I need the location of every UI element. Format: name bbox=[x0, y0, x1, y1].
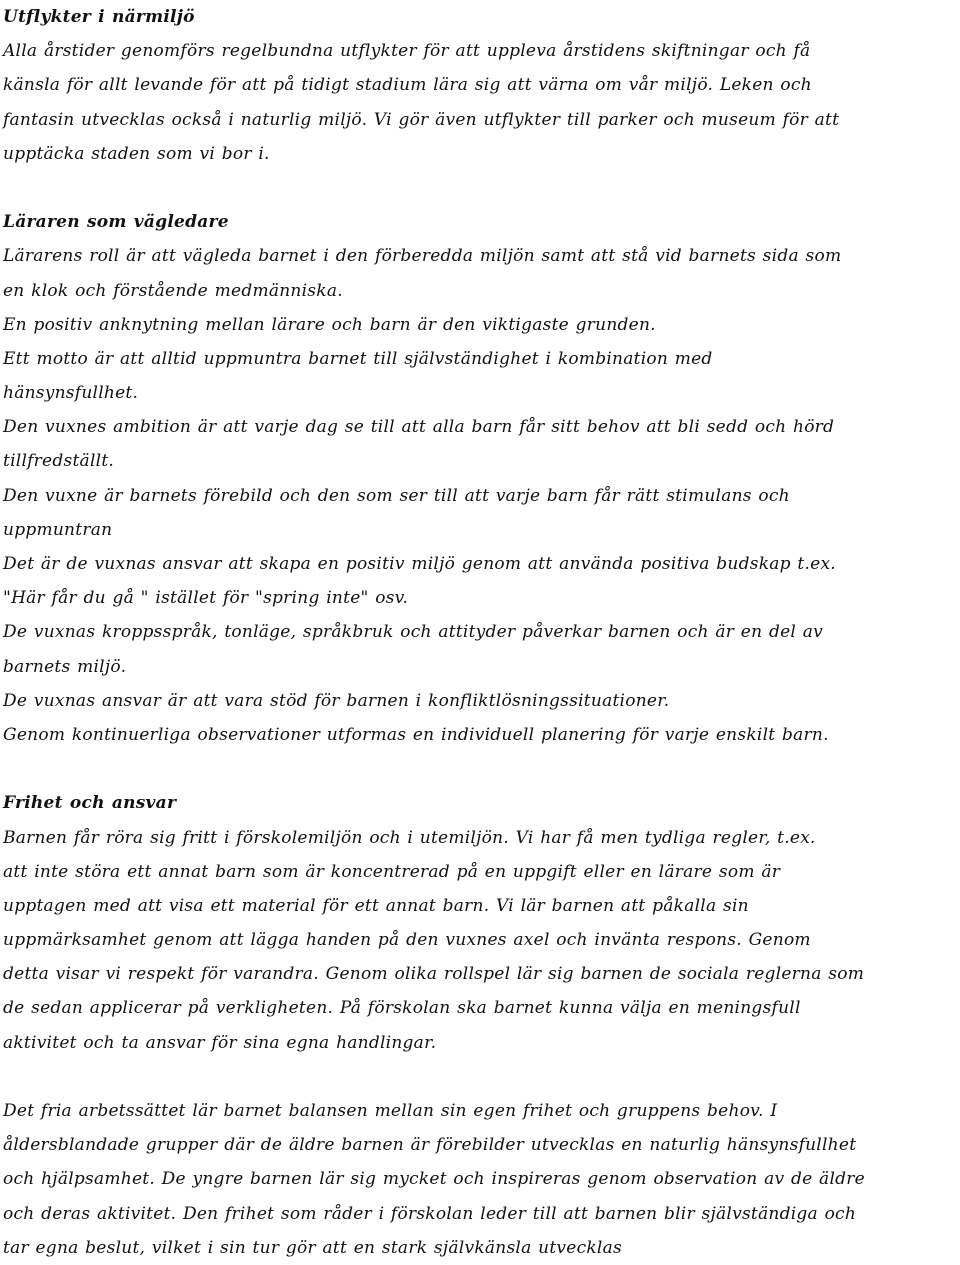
section-heading: Läraren som vägledare bbox=[3, 212, 229, 233]
paragraph-line: åldersblandade grupper där de äldre barnen är förebilder utvecklas en naturlig hänsynsfullhet bbox=[3, 1135, 857, 1156]
section-heading: Utflykter i närmiljö bbox=[3, 7, 195, 27]
paragraph-line: Den vuxne är barnets förebild och den som ser till att varje barn får rätt stimulans och bbox=[3, 485, 790, 506]
paragraph-line: Genom kontinuerliga observationer utformas en individuell planering för varje enskilt barn. bbox=[3, 724, 829, 745]
paragraph-line: och hjälpsamhet. De yngre barnen lär sig mycket och inspireras genom observation av de äldre bbox=[3, 1169, 865, 1190]
section-fria-arbetssattet bbox=[3, 1094, 958, 1265]
paragraph-line: uppmärksamhet genom att lägga handen på den vuxnes axel och invänta respons. Genom bbox=[3, 930, 811, 951]
blank-line bbox=[3, 1060, 958, 1094]
paragraph-line: De vuxnas kroppsspråk, tonläge, språkbruk och attityder påverkar barnen och är en del av bbox=[3, 622, 823, 643]
paragraph-line: uppmuntran bbox=[3, 519, 113, 540]
blank-line bbox=[3, 752, 958, 786]
paragraph-line: tillfredställt. bbox=[3, 451, 115, 472]
paragraph-line: Den vuxnes ambition är att varje dag se till att alla barn får sitt behov att bli sedd och hörd bbox=[3, 417, 835, 438]
section-heading: Frihet och ansvar bbox=[3, 793, 177, 814]
paragraph-line: fantasin utvecklas också i naturlig miljö. Vi gör även utflykter till parker och museum för att bbox=[3, 109, 840, 130]
paragraph-line: och deras aktivitet. Den frihet som råder i förskolan leder till att barnen blir självständiga och bbox=[3, 1203, 857, 1224]
paragraph-line: upptäcka staden som vi bor i. bbox=[3, 143, 270, 164]
paragraph-line: Alla årstider genomförs regelbundna utflykter för att uppleva årstidens skiftningar och få bbox=[3, 41, 811, 62]
section-utflykter bbox=[3, 0, 958, 171]
paragraph-line: Barnen får röra sig fritt i förskolemiljön och i utemiljön. Vi har få men tydliga regler, t.ex. bbox=[3, 827, 816, 848]
paragraph-line: aktivitet och ta ansvar för sina egna handlingar. bbox=[3, 1032, 437, 1053]
paragraph-line: Ett motto är att alltid uppmuntra barnet till självständighet i kombination med bbox=[3, 348, 713, 369]
paragraph-line: detta visar vi respekt för varandra. Genom olika rollspel lär sig barnen de sociala reglerna som bbox=[3, 964, 865, 985]
section-frihet bbox=[3, 786, 958, 1060]
paragraph-line: hänsynsfullhet. bbox=[3, 383, 139, 404]
blank-line bbox=[3, 171, 958, 205]
paragraph-line: Lärarens roll är att vägleda barnet i den förberedda miljön samt att stå vid barnets sida som bbox=[3, 246, 842, 267]
paragraph-line: Det är de vuxnas ansvar att skapa en positiv miljö genom att använda positiva budskap t.ex. bbox=[3, 554, 836, 574]
document-page bbox=[3, 0, 958, 1257]
paragraph-line: "Här får du gå " istället för "spring inte" osv. bbox=[3, 588, 409, 609]
paragraph-line: Det fria arbetssättet lär barnet balansen mellan sin egen frihet och gruppens behov. I bbox=[3, 1101, 778, 1121]
paragraph-line: de sedan applicerar på verkligheten. På förskolan ska barnet kunna välja en meningsfull bbox=[3, 998, 801, 1019]
paragraph-line: en klok och förstående medmänniska. bbox=[3, 280, 343, 301]
paragraph-line: att inte störa ett annat barn som är koncentrerad på en uppgift eller en lärare som är bbox=[3, 861, 781, 882]
paragraph-line: barnets miljö. bbox=[3, 656, 127, 677]
paragraph-line: En positiv anknytning mellan lärare och barn är den viktigaste grunden. bbox=[3, 314, 656, 335]
paragraph-line: känsla för allt levande för att på tidigt stadium lära sig att värna om vår miljö. Leken och bbox=[3, 75, 812, 96]
paragraph-line: tar egna beslut, vilket i sin tur gör att en stark självkänsla utvecklas bbox=[3, 1237, 622, 1258]
paragraph-line: De vuxnas ansvar är att vara stöd för barnen i konfliktlösningssituationer. bbox=[3, 690, 670, 711]
paragraph-line: upptagen med att visa ett material för ett annat barn. Vi lär barnen att påkalla sin bbox=[3, 895, 749, 916]
section-lararen bbox=[3, 205, 958, 752]
